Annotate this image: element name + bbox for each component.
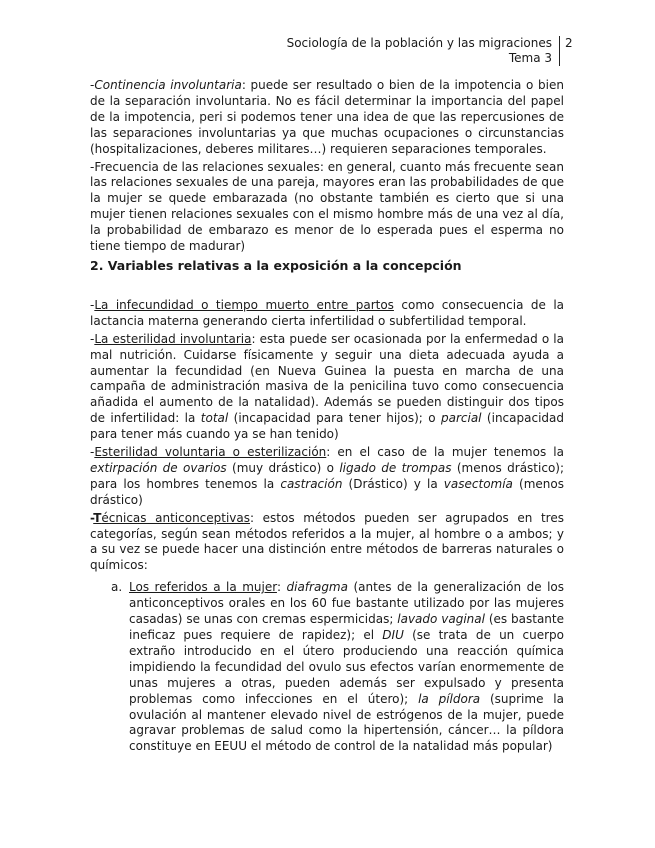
running-header	[287, 36, 552, 66]
list-item: a. Los referidos a la mujer: diafragma (antes de la generalización de los anticonceptivos orales en los 60 fue bastante utilizado por las mujeres casadas) se unas con cremas espermicidas; lavado vaginal (es bastante ineficaz pues requiere de rapidez); el DIU (se trata de un cuerpo extraño introducido en el útero produciendo una reacción química impidiendo la fecundidad del ovulo sus efectos varían enormemente de unas mujeres a otras, pueden además ser expulsado y presenta problemas como infecciones en el útero); la píldora (suprime la ovulación al mantener elevado nivel de estrógenos de la mujer, puede agravar problemas de salud como la hipertensión, cáncer… la píldora constituye en EEUU el método de control de la natalidad más popular)	[111, 580, 565, 754]
term-esterilidad-involuntaria: La esterilidad involuntaria	[94, 331, 252, 346]
header-subtitle: Tema 3	[508, 51, 552, 65]
term-mujer: Los referidos a la mujer	[129, 580, 277, 595]
paragraph-frecuencia: -Frecuencia de las relaciones sexuales: en general, cuanto más frecuente sean las relaciones sexuales de una pareja, mayores eran las probabilidades de que la mujer se quede embarazada (no obstante también es cierto que si una mujer tienen relaciones sexuales con el mismo hombre más de una vez al día, la probabilidad de embarazo es menor de lo esperada pues el esperma no tiene tiempo de madurar)	[90, 159, 564, 254]
header-divider	[559, 36, 560, 66]
paragraph-esterilidad-involuntaria: -La esterilidad involuntaria: esta puede ser ocasionada por la enfermedad o la mal nutrición. Cuidarse físicamente y seguir una dieta adecuada ayuda a aumentar la fecundidad (en Nueva Guinea la puesta en marcha de una campaña de administración masiva de la penicilina tuvo como consecuencia añadida el aumento de la natalidad). Además se pueden distinguir dos tipos de infertilidad: la total (incapacidad para tener hijos); o parcial (incapacidad para tener más cuando ya se han tenido)	[90, 331, 564, 442]
method-list	[90, 580, 564, 755]
term-continencia: Continencia involuntaria	[94, 78, 242, 92]
list-marker: a.	[111, 580, 123, 595]
paragraph-esterilidad-voluntaria: -Esterilidad voluntaria o esterilización: en el caso de la mujer tenemos la extirpación de ovarios (muy drástico) o ligado de trompas (menos drástico); para los hombres tenemos la castración (Drástico) y la vasectomía (menos drástico)	[90, 445, 565, 507]
term-esterilizacion: Esterilidad voluntaria o esterilización	[94, 445, 327, 460]
header-title: Sociología de la población y las migraciones	[286, 36, 552, 50]
page-number: 2	[565, 36, 573, 50]
paragraph-infecundidad: -La infecundidad o tiempo muerto entre partos como consecuencia de la lactancia materna generando cierta infertilidad o subfertilidad temporal.	[90, 297, 565, 328]
term-tecnicas: écnicas anticonceptivas	[101, 510, 251, 525]
section-heading: 2. Variables relativas a la exposición a la concepción	[90, 257, 462, 273]
spacer	[90, 274, 564, 298]
term-infecundidad: La infecundidad o tiempo muerto entre partos	[94, 297, 394, 312]
document-body	[90, 78, 564, 755]
paragraph-continencia: -Continencia involuntaria: puede ser resultado o bien de la impotencia o bien de la separación involuntaria. No es fácil determinar la importancia del papel de la impotencia, peri si podemos tener una idea de que las repercusiones de las separaciones involuntarias ya que muchas ocupaciones o circunstancias (hospitalizaciones, deberes militares…) requieren separaciones temporales.	[90, 78, 564, 156]
paragraph-tecnicas: -Técnicas anticonceptivas: estos métodos pueden ser agrupados en tres categorías, según sean métodos referidos a la mujer, al hombre o a ambos; y a su vez se puede hacer una distinción entre métodos de barreras naturales o químicos:	[90, 510, 564, 573]
